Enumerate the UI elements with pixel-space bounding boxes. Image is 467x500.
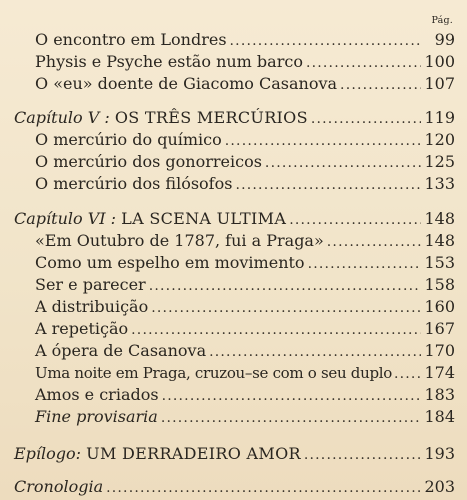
toc-entry-page: 160: [424, 297, 455, 316]
chapter-label: Capítulo V :: [14, 108, 110, 127]
dot-leader: [265, 152, 422, 174]
toc-chapter-title: [14, 476, 103, 498]
toc-chapter-heading: [14, 443, 455, 465]
toc-chapter-page: 148: [424, 209, 455, 228]
toc-entry: [35, 173, 455, 195]
toc-entry-title: A ópera de Casanova: [35, 341, 207, 360]
dot-leader: [209, 341, 421, 363]
dot-leader: [230, 30, 422, 52]
page-column-label: Pág.: [431, 15, 453, 26]
toc-chapter-page: 119: [424, 108, 455, 127]
toc-chapter-title: [14, 208, 286, 230]
toc-chapter-title: [14, 107, 308, 129]
toc-entry: [35, 362, 455, 384]
toc-entry-page: 183: [424, 385, 455, 404]
toc-entry-page: 158: [424, 275, 455, 294]
toc-entry: [35, 340, 455, 362]
chapter-label: Epílogo:: [14, 444, 82, 463]
toc-entry: [35, 274, 455, 296]
toc-entry: [35, 318, 455, 340]
toc-entry-page: 107: [424, 74, 455, 93]
dot-leader: [162, 385, 422, 407]
dot-leader: [340, 74, 421, 96]
toc-entry-page: 148: [424, 231, 455, 250]
toc-entry: [35, 129, 455, 151]
toc-chapter-page: 193: [424, 444, 455, 463]
toc-entry: [35, 384, 455, 406]
toc-entry: [35, 230, 455, 252]
toc-entry-title: Ser e parecer: [35, 275, 146, 294]
toc-entry-page: 167: [424, 319, 455, 338]
dot-leader: [308, 253, 422, 275]
dot-leader: [106, 477, 421, 499]
dot-leader: [149, 275, 422, 297]
dot-leader: [161, 407, 422, 429]
toc-entry-title: O encontro em Londres: [35, 30, 227, 49]
chapter-heading-text: OS TRÊS MERCÚRIOS: [114, 108, 308, 127]
toc-entry-title: Uma noite em Praga, cruzou–se com o seu duplo: [35, 364, 392, 382]
toc-entry: [35, 51, 455, 73]
dot-leader: [327, 231, 422, 253]
dot-leader: [235, 174, 421, 196]
toc-chapter-title: [14, 443, 301, 465]
toc-entry: [35, 252, 455, 274]
toc-entry-title: O mercúrio dos gonorreicos: [35, 152, 262, 171]
dot-leader: [311, 108, 422, 130]
toc-chapter-heading: [14, 476, 455, 498]
toc-entry-page: 174: [424, 363, 455, 382]
toc-entry-title: A repetição: [35, 319, 129, 338]
chapter-heading-text: UM DERRADEIRO AMOR: [86, 444, 301, 463]
toc-chapter-heading: [14, 107, 455, 129]
toc-entry-page: 170: [424, 341, 455, 360]
toc-entry-page: 153: [424, 253, 455, 272]
toc-entry-title: «Em Outubro de 1787, fui a Praga»: [35, 231, 324, 250]
toc-entry-title: Fine provisaria: [35, 407, 158, 426]
toc-entry-page: 125: [424, 152, 455, 171]
toc-entry: [35, 29, 455, 51]
toc-entry-page: 99: [434, 30, 455, 49]
toc-entry: [35, 296, 455, 318]
toc-chapter-page: 203: [424, 477, 455, 496]
toc-entry-title: Physis e Psyche estão num barco: [35, 52, 303, 71]
toc-entry-title: Amos e criados: [35, 385, 159, 404]
toc-entry-title: O mercúrio do químico: [35, 130, 222, 149]
toc-entry: [35, 73, 455, 95]
dot-leader: [306, 52, 422, 74]
dot-leader: [131, 319, 421, 341]
dot-leader: [289, 209, 421, 231]
toc-entry: [35, 406, 455, 428]
toc-entry: [35, 151, 455, 173]
toc-entry-page: 133: [424, 174, 455, 193]
chapter-label: Capítulo VI :: [14, 209, 117, 228]
dot-leader: [225, 130, 422, 152]
toc-entry-title: A distribuição: [35, 297, 149, 316]
chapter-label: Cronologia: [14, 477, 104, 496]
dot-leader: [151, 297, 421, 319]
toc-chapter-heading: [14, 208, 455, 230]
toc-entry-title: O «eu» doente de Giacomo Casanova: [35, 74, 338, 93]
toc-entry-title: Como um espelho em movimento: [35, 253, 305, 272]
toc-entry-page: 100: [424, 52, 455, 71]
toc-entry-page: 184: [424, 407, 455, 426]
dot-leader: [304, 444, 422, 466]
chapter-heading-text: LA SCENA ULTIMA: [121, 209, 287, 228]
toc-entry-title: O mercúrio dos filósofos: [35, 174, 233, 193]
dot-leader: [394, 363, 422, 385]
toc-entry-page: 120: [424, 130, 455, 149]
